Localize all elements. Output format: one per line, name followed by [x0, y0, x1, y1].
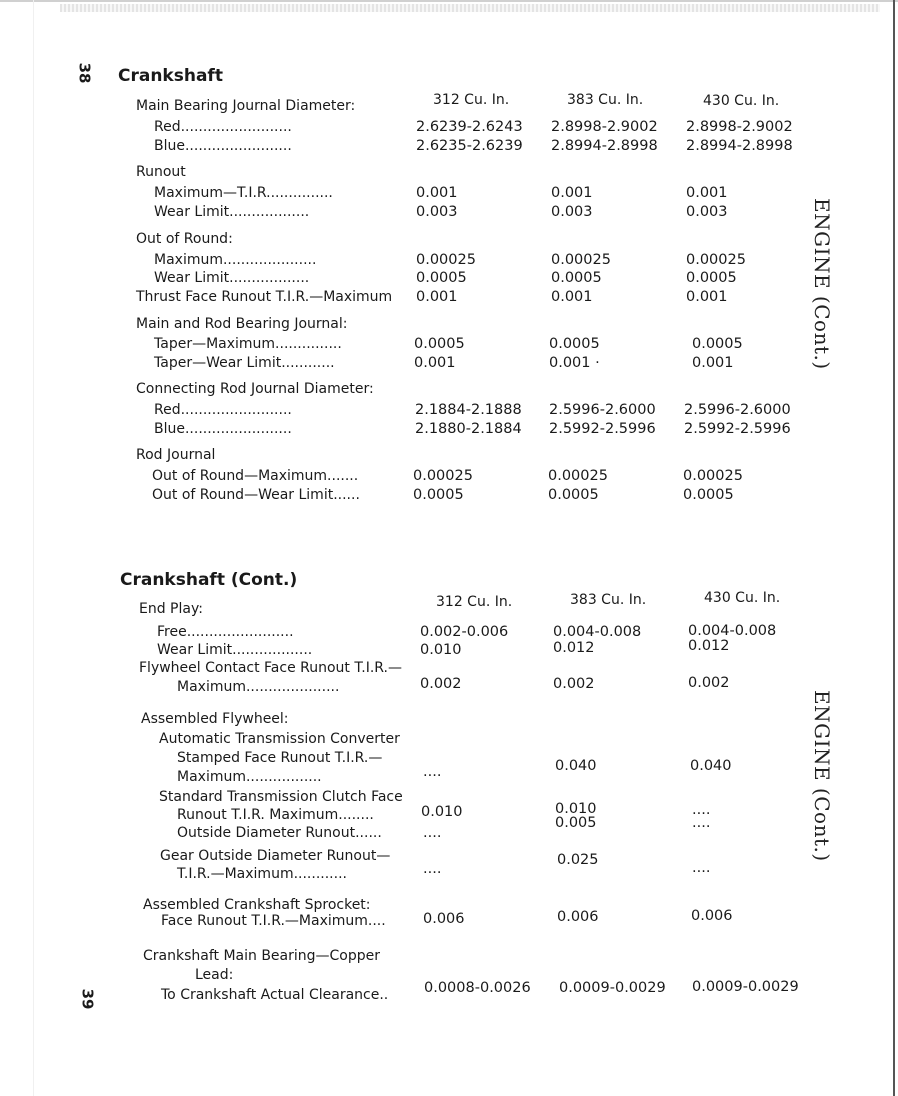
cell-value: 0.0009-0.0029 [559, 980, 666, 996]
cell-value: 0.010 [555, 801, 597, 817]
row-label: Taper—Wear Limit............ [154, 355, 335, 371]
cell-value: 0.006 [691, 908, 733, 924]
cell-value: 0.025 [557, 852, 599, 868]
row-label: Standard Transmission Clutch Face [159, 789, 403, 805]
cell-value: 2.5996-2.6000 [549, 402, 656, 418]
cell-value: 0.001 [416, 185, 458, 201]
column-header-383: 383 Cu. In. [570, 592, 647, 608]
row-label: Thrust Face Runout T.I.R.—Maximum [136, 289, 393, 305]
cell-value: 0.001 [551, 185, 593, 201]
cell-value: 0.010 [420, 642, 462, 658]
page-top-edge [0, 0, 898, 2]
column-header-383: 383 Cu. In. [567, 92, 644, 108]
row-label: To Crankshaft Actual Clearance.. [161, 987, 389, 1003]
section-title: Crankshaft [118, 66, 223, 86]
row-label: Out of Round—Maximum....... [152, 468, 359, 484]
row-label: Free........................ [157, 624, 294, 640]
row-label: Maximum................. [177, 769, 322, 785]
row-label: End Play: [139, 601, 203, 617]
cell-value: 0.001 [416, 289, 458, 305]
cell-value: 0.0009-0.0029 [692, 979, 799, 995]
cell-value: 0.040 [555, 758, 597, 774]
cell-value: 0.002 [420, 676, 462, 692]
row-label: Red......................... [154, 119, 292, 135]
cell-value: 0.012 [553, 640, 595, 656]
cell-value: 0.006 [557, 909, 599, 925]
cell-value: 0.0005 [413, 487, 464, 503]
cell-value: 0.0005 [549, 336, 600, 352]
row-label: Rod Journal [136, 447, 216, 463]
cell-value: 0.00025 [413, 468, 473, 484]
row-label: Maximum..................... [177, 679, 340, 695]
page-left-rule [33, 0, 34, 1096]
cell-value: 0.0008-0.0026 [424, 980, 531, 996]
section-title-cont: Crankshaft (Cont.) [120, 570, 298, 590]
side-label-bottom: ENGINE (Cont.) [810, 690, 834, 862]
cell-value: 0.00025 [686, 252, 746, 268]
row-label: Automatic Transmission Converter [159, 731, 400, 747]
cell-value: 0.003 [551, 204, 593, 220]
row-label: Wear Limit.................. [154, 270, 310, 286]
column-header-312: 312 Cu. In. [433, 92, 510, 108]
row-label: Lead: [195, 967, 234, 983]
cell-value: 2.5992-2.5996 [684, 421, 791, 437]
cell-value: 0.001 [551, 289, 593, 305]
column-header-430: 430 Cu. In. [703, 93, 780, 109]
cell-value: .... [692, 802, 711, 818]
row-label: T.I.R.—Maximum............ [177, 866, 347, 882]
row-label: Crankshaft Main Bearing—Copper [143, 948, 381, 964]
cell-value: 0.00025 [548, 468, 608, 484]
row-label: Runout T.I.R. Maximum........ [177, 807, 374, 823]
cell-value: 0.001 [692, 355, 734, 371]
cell-value: .... [423, 764, 442, 780]
row-label: Wear Limit.................. [154, 204, 310, 220]
cell-value: 2.5996-2.6000 [684, 402, 791, 418]
row-label: Assembled Flywheel: [141, 711, 289, 727]
page-right-edge [893, 0, 895, 1096]
row-label: Runout [136, 164, 186, 180]
cell-value: 0.002 [688, 675, 730, 691]
row-label: Main and Rod Bearing Journal: [136, 316, 348, 332]
row-label: Blue........................ [154, 421, 292, 437]
cell-value: 0.006 [423, 911, 465, 927]
cell-value: 0.0005 [551, 270, 602, 286]
cell-value: 2.1884-2.1888 [415, 402, 522, 418]
cell-value: .... [692, 815, 711, 831]
row-label: Out of Round—Wear Limit...... [152, 487, 360, 503]
cell-value: 0.004-0.008 [688, 623, 777, 639]
page-number-top: 38 [75, 62, 94, 84]
cell-value: 0.001 [414, 355, 456, 371]
row-label: Wear Limit.................. [157, 642, 313, 658]
cell-value: 0.002 [553, 676, 595, 692]
cell-value: 0.003 [686, 204, 728, 220]
side-label-top: ENGINE (Cont.) [810, 198, 834, 370]
cell-value: 0.003 [416, 204, 458, 220]
column-header-312: 312 Cu. In. [436, 594, 513, 610]
cell-value: 2.1880-2.1884 [415, 421, 522, 437]
cell-value: 0.0005 [686, 270, 737, 286]
cell-value: 0.001 [686, 289, 728, 305]
cell-value: 2.5992-2.5996 [549, 421, 656, 437]
row-label: Blue........................ [154, 138, 292, 154]
cell-value: 0.005 [555, 815, 597, 831]
row-label: Face Runout T.I.R.—Maximum.... [161, 913, 386, 929]
cell-value: .... [423, 861, 442, 877]
row-label: Main Bearing Journal Diameter: [136, 98, 356, 114]
row-label: Maximum..................... [154, 252, 317, 268]
row-label: Maximum—T.I.R............... [154, 185, 333, 201]
row-label: Outside Diameter Runout...... [177, 825, 382, 841]
row-label: Taper—Maximum............... [154, 336, 342, 352]
row-label: Connecting Rod Journal Diameter: [136, 381, 374, 397]
cell-value: 2.8998-2.9002 [551, 119, 658, 135]
cell-value: 0.0005 [683, 487, 734, 503]
cell-value: 0.002-0.006 [420, 624, 509, 640]
cell-value: 0.00025 [683, 468, 743, 484]
column-header-430: 430 Cu. In. [704, 590, 781, 606]
cell-value: 0.00025 [416, 252, 476, 268]
cell-value: 0.0005 [692, 336, 743, 352]
row-label: Assembled Crankshaft Sprocket: [143, 897, 371, 913]
row-label: Gear Outside Diameter Runout— [160, 848, 391, 864]
cell-value: 0.0005 [416, 270, 467, 286]
cell-value: 0.001 [686, 185, 728, 201]
row-label: Red......................... [154, 402, 292, 418]
cell-value: 2.8998-2.9002 [686, 119, 793, 135]
cell-value: 0.0005 [414, 336, 465, 352]
cell-value: 0.0005 [548, 487, 599, 503]
row-label: Flywheel Contact Face Runout T.I.R.— [139, 660, 402, 676]
cell-value: 2.8994-2.8998 [551, 138, 658, 154]
cell-value: 0.012 [688, 638, 730, 654]
cell-value: 0.004-0.008 [553, 624, 642, 640]
row-label: Stamped Face Runout T.I.R.— [177, 750, 383, 766]
cell-value: 2.6239-2.6243 [416, 119, 523, 135]
cell-value: 0.010 [421, 804, 463, 820]
page-number-bottom: 39 [78, 988, 97, 1010]
cell-value: 2.6235-2.6239 [416, 138, 523, 154]
cell-value: 2.8994-2.8998 [686, 138, 793, 154]
cell-value: .... [692, 860, 711, 876]
row-label: Out of Round: [136, 231, 233, 247]
scan-artifact-band [60, 4, 880, 12]
cell-value: .... [423, 825, 442, 841]
cell-value: 0.00025 [551, 252, 611, 268]
cell-value: 0.040 [690, 758, 732, 774]
cell-value: 0.001 · [549, 355, 600, 371]
